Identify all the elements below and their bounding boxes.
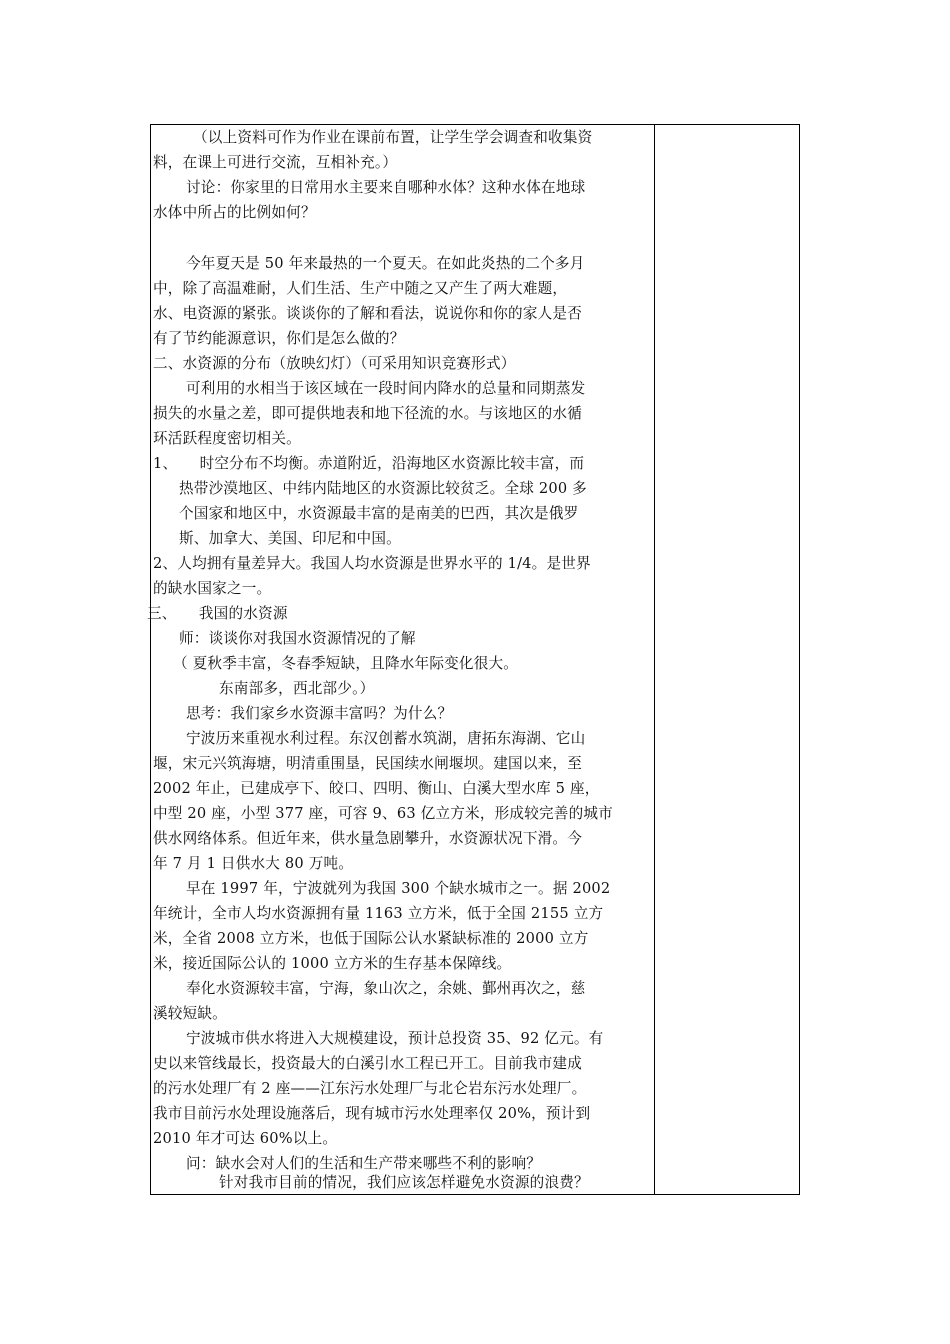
text-line: （以上资料可作为作业在课前布置，让学生学会调查和收集资 (193, 129, 593, 146)
text-line: 料，在课上可进行交流，互相补充。） (153, 154, 398, 171)
text-line: 宁波城市供水将进入大规模建设，预计总投资 35、92 亿元。有 (186, 1030, 604, 1047)
text-line: 史以来管线最长，投资最大的白溪引水工程已开工。目前我市建成 (153, 1055, 583, 1072)
lesson-content-cell (147, 125, 654, 1194)
text-line: 早在 1997 年，宁波就列为我国 300 个缺水城市之一。据 2002 (186, 880, 611, 897)
text-line: 师：谈谈你对我国水资源情况的了解 (179, 630, 416, 647)
section-heading: 三、 我国的水资源 (147, 605, 288, 622)
text-line: 东南部多，西北部少。） (219, 680, 375, 697)
text-line: 米，接近国际公认的 1000 立方米的生存基本保障线。 (153, 955, 512, 972)
list-item-1: 1、 时空分布不均衡。赤道附近，沿海地区水资源比较丰富，而 (153, 455, 585, 472)
text-line: 2002 年止，已建成亭下、皎口、四明、衡山、白溪大型水库 5 座， (153, 780, 600, 797)
text-line: 可利用的水相当于该区域在一段时间内降水的总量和同期蒸发 (186, 380, 586, 397)
text-line: 针对我市目前的情况，我们应该怎样避免水资源的浪费？ (219, 1174, 589, 1191)
text-line: （ 夏秋季丰富，冬春季短缺，且降水年际变化很大。 (173, 655, 519, 672)
text-line: 供水网络体系。但近年来，供水量急剧攀升，水资源状况下滑。今 (153, 830, 583, 847)
lesson-table (147, 124, 800, 1195)
text-line: 的污水处理厂有 2 座——江东污水处理厂与北仑岩东污水处理厂。 (153, 1080, 587, 1097)
list-item-2: 2、人均拥有量差异大。我国人均水资源是世界水平的 1/4。是世界 (153, 555, 591, 572)
text-line: 中，除了高温难耐，人们生活、生产中随之又产生了两大难题， (153, 280, 568, 297)
text-line: 热带沙漠地区、中纬内陆地区的水资源比较贫乏。全球 200 多 (179, 480, 587, 497)
text-line: 讨论：你家里的日常用水主要来自哪种水体？这种水体在地球 (186, 179, 586, 196)
text-line: 奉化水资源较丰富，宁海，象山次之，余姚、鄞州再次之，慈 (186, 980, 586, 997)
text-line: 中型 20 座，小型 377 座，可容 9、63 亿立方米，形成较完善的城市 (153, 805, 613, 822)
text-line: 2010 年才可达 60%以上。 (153, 1130, 338, 1147)
text-line: 我市目前污水处理设施落后，现有城市污水处理率仅 20%，预计到 (153, 1105, 591, 1122)
text-line: 水、电资源的紧张。谈谈你的了解和看法，说说你和你的家人是否 (153, 305, 583, 322)
text-line: 环活跃程度密切相关。 (153, 430, 301, 447)
text-line: 年 7 月 1 日供水大 80 万吨。 (153, 855, 354, 872)
text-line: 溪较短缺。 (153, 1005, 227, 1022)
text-line: 米，全省 2008 立方米，也低于国际公认水紧缺标准的 2000 立方 (153, 930, 589, 947)
text-line: 水体中所占的比例如何？ (153, 204, 316, 221)
text-line: 有了节约能源意识，你们是怎么做的？ (153, 330, 405, 347)
section-heading: 二、水资源的分布（放映幻灯）（可采用知识竞赛形式） (153, 355, 516, 372)
text-line: 损失的水量之差，即可提供地表和地下径流的水。与该地区的水循 (153, 405, 583, 422)
text-line: 宁波历来重视水利过程。东汉创蓄水筑湖，唐拓东海湖、它山 (186, 730, 586, 747)
text-line: 的缺水国家之一。 (153, 580, 272, 597)
notes-cell (655, 125, 799, 1194)
text-line: 问：缺水会对人们的生活和生产带来哪些不利的影响？ (186, 1155, 542, 1172)
text-line: 斯、加拿大、美国、印尼和中国。 (179, 530, 401, 547)
text-line: 个国家和地区中，水资源最丰富的是南美的巴西，其次是俄罗 (179, 505, 579, 522)
text-line: 年统计，全市人均水资源拥有量 1163 立方米，低于全国 2155 立方 (153, 905, 604, 922)
text-line: 堰，宋元兴筑海塘，明清重围垦，民国续水闸堰坝。建国以来，至 (153, 755, 583, 772)
text-line: 思考：我们家乡水资源丰富吗？为什么？ (186, 705, 453, 722)
text-line: 今年夏天是 50 年来最热的一个夏天。在如此炎热的二个多月 (186, 255, 585, 272)
